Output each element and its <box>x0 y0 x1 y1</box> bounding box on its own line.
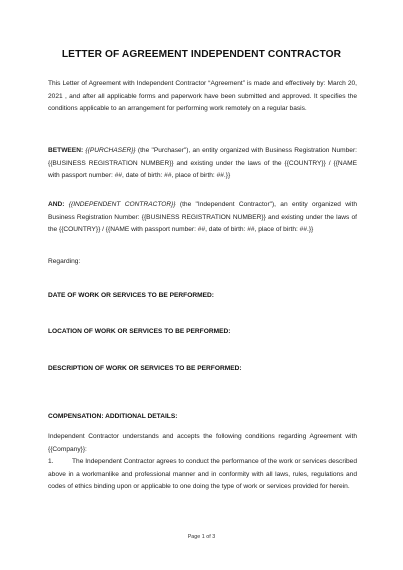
between-paragraph <box>48 145 357 183</box>
heading-compensation: COMPENSATION: ADDITIONAL DETAILS: <box>48 413 178 420</box>
and-text: (the "Independent Contractor"), an entity organized with Business Registration Number: {{BUSINESS REGISTRATION NUMBER}} and existing under the laws of the {{COUNTRY}} / {{NAME with passport number: ##, date of birth: ##, place of birth: ##.}} <box>48 201 357 233</box>
condition-item-1-text: The Independent Contractor agrees to conduct the performance of the work or services described above in a workmanlike and professional manner and in conformity with all laws, rules, regulations and codes of ethics binding upon or applicable to one doing the type of work or services provided for herein. <box>48 458 357 490</box>
contractor-placeholder: {{INDEPENDENT CONTRACTOR}} <box>68 201 176 208</box>
conditions-intro: Independent Contractor understands and accepts the following conditions regarding Agreement with {{Company}}: <box>48 433 357 453</box>
condition-item-1 <box>48 456 357 494</box>
heading-location: LOCATION OF WORK OR SERVICES TO BE PERFORMED: <box>48 328 231 335</box>
page-footer: Page 1 of 3 <box>187 534 216 540</box>
and-paragraph <box>48 199 357 237</box>
between-label: BETWEEN: <box>48 147 84 154</box>
condition-item-1-number: 1. <box>48 458 54 465</box>
document-title: LETTER OF AGREEMENT INDEPENDENT CONTRACTOR <box>61 49 342 60</box>
heading-description: DESCRIPTION OF WORK OR SERVICES TO BE PERFORMED: <box>48 365 242 372</box>
and-label: AND: <box>48 201 65 208</box>
between-text: (the "Purchaser"), an entity organized with Business Registration Number: {{BUSINESS REGISTRATION NUMBER}} and existing under the laws of the {{COUNTRY}} / {{NAME with passport number: ##, date of birth: ##, place of birth: ##.}} <box>48 147 357 179</box>
intro-paragraph: This Letter of Agreement with Independent Contractor “Agreement” is made and effectively by: March 20, 2021 , and after all applicable forms and paperwork have been submitted and approved. It specifies the conditions applicable to an arrangement for performing work remotely on a regular basis. <box>48 80 357 112</box>
heading-date: DATE OF WORK OR SERVICES TO BE PERFORMED: <box>48 292 214 299</box>
purchaser-placeholder: {{PURCHASER}} <box>85 147 136 154</box>
regarding-label: Regarding: <box>48 258 81 265</box>
